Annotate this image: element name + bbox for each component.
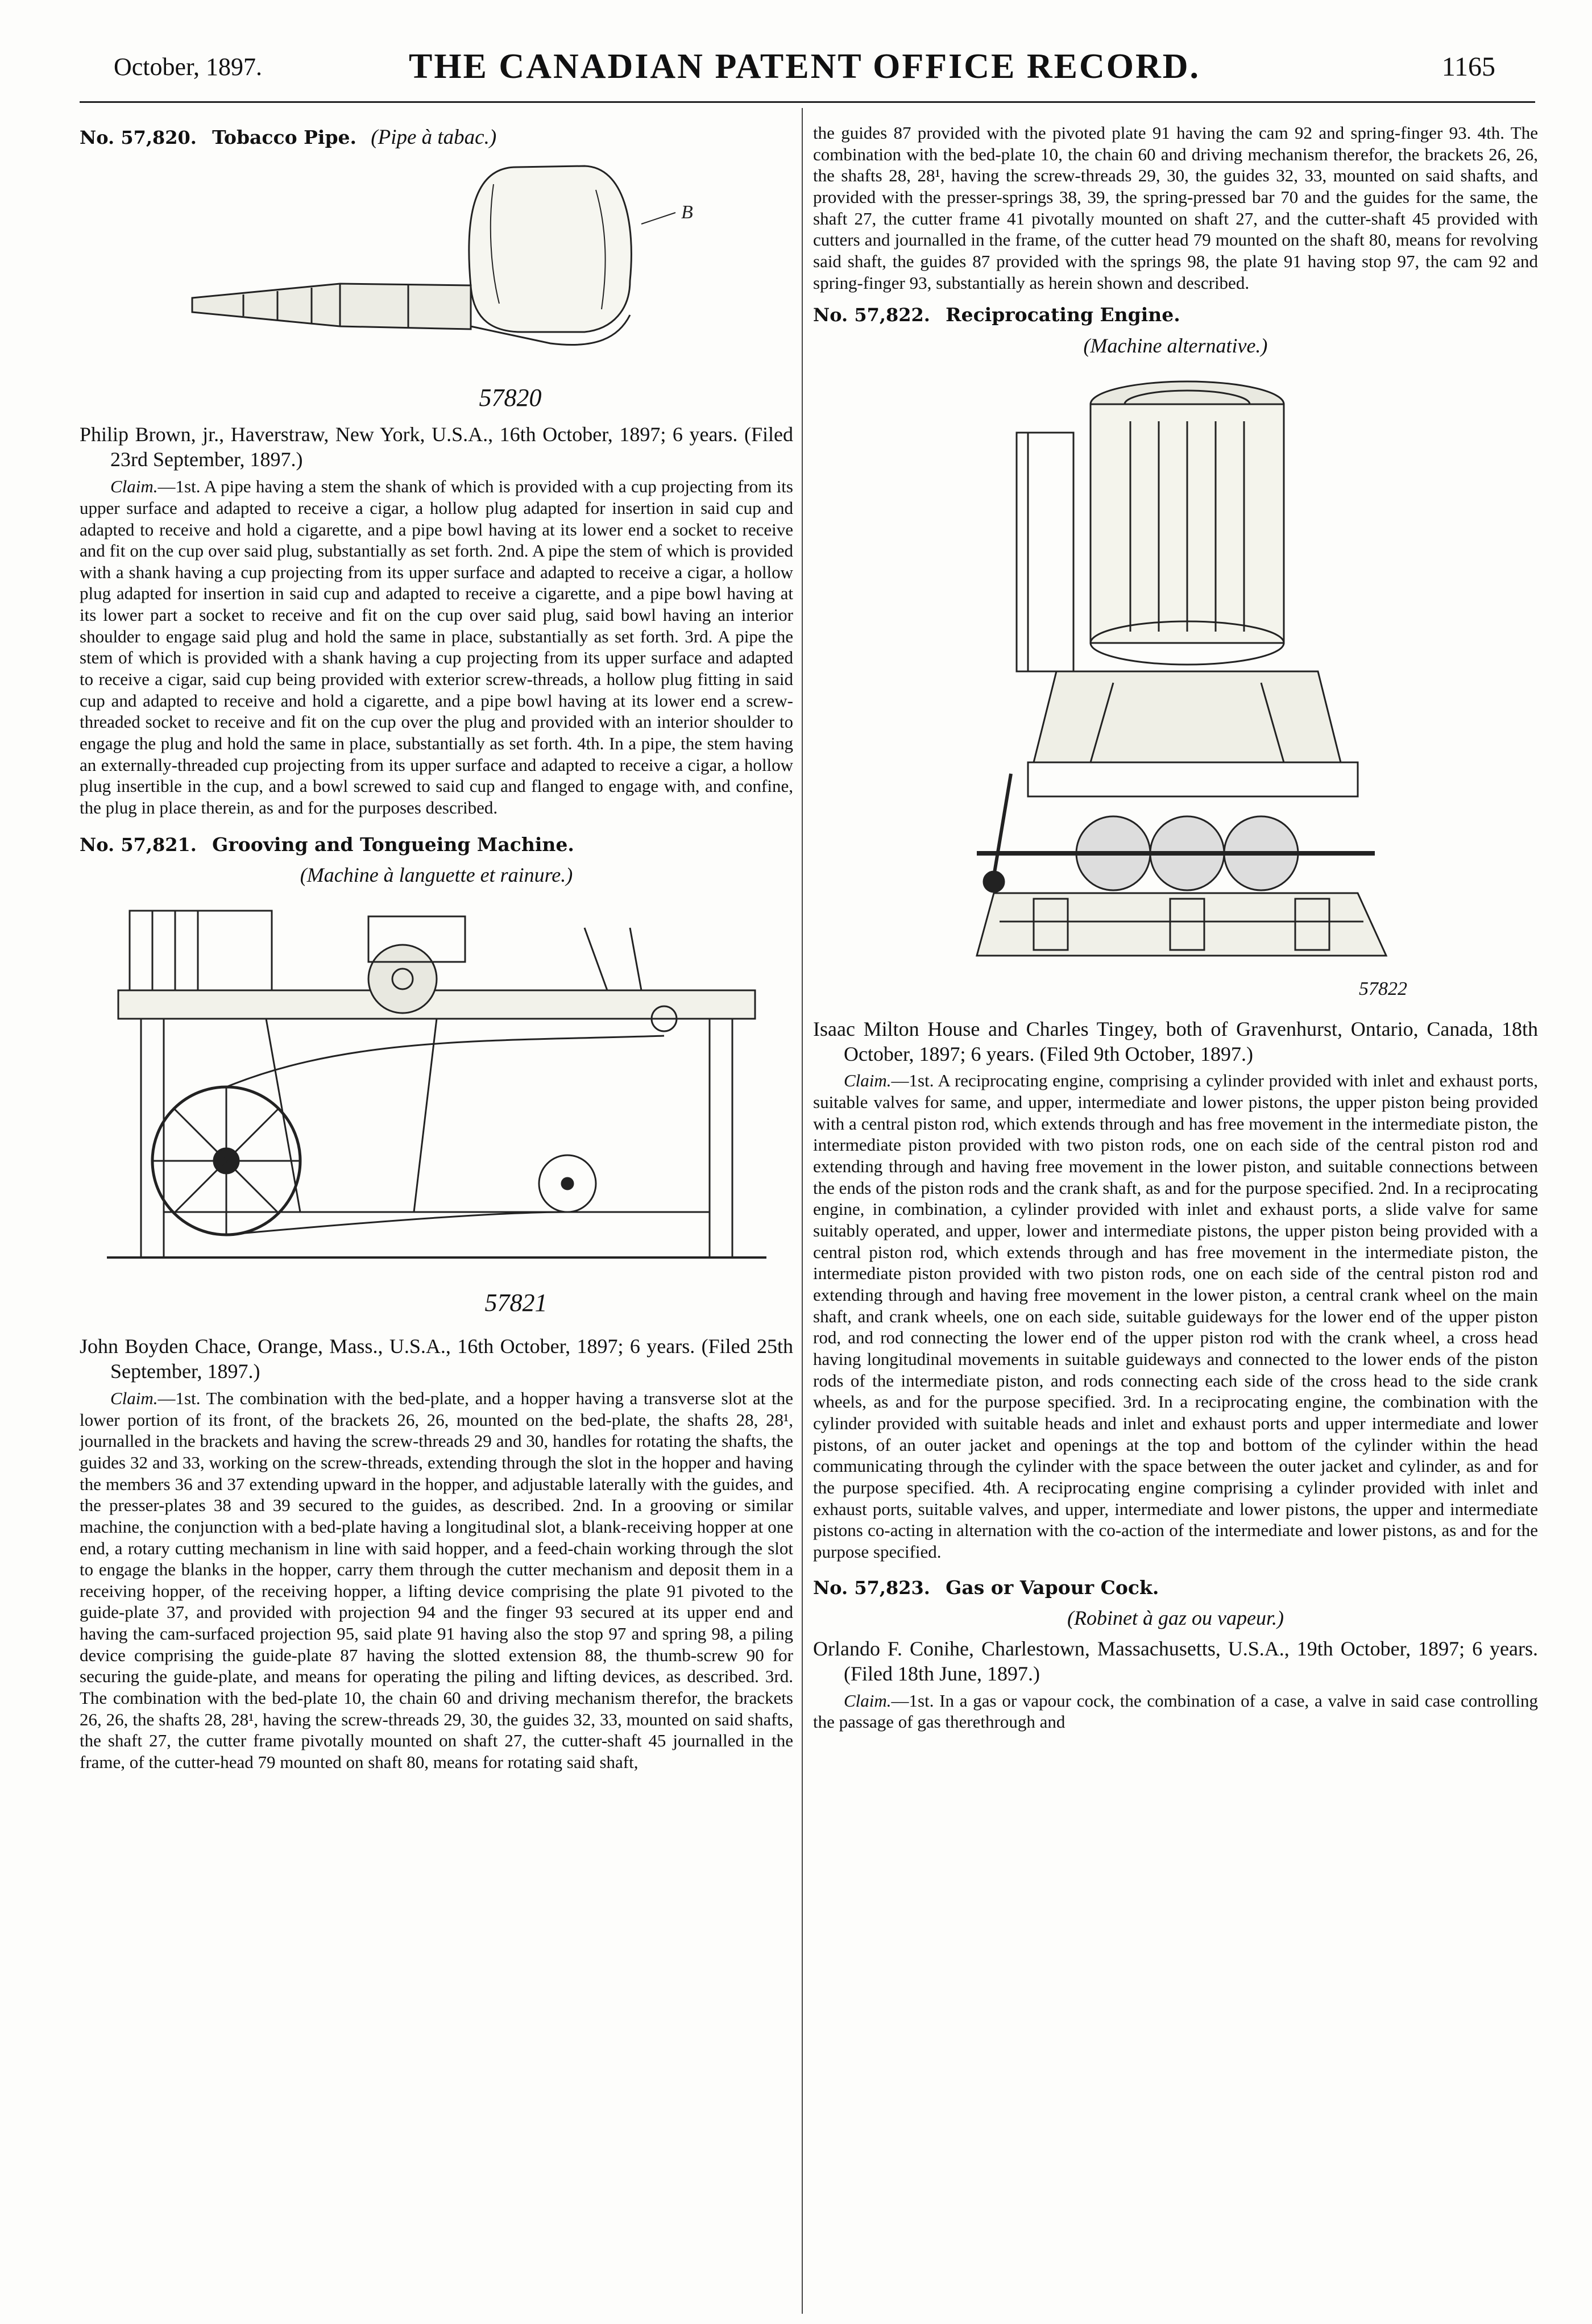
grooving-machine-figure — [96, 894, 778, 1286]
claim-body: —1st. In a gas or vapour cock, the combination of a case, a valve in said case controlling the passage of gas therethrough and — [813, 1690, 1538, 1732]
entry-heading — [813, 302, 1538, 327]
figure-label: 57820 — [479, 384, 542, 412]
patentee: Philip Brown, jr., Haverstraw, New York, U.S.A., 16th October, 1897; 6 years. (Filed 23rd September, 1897.) — [80, 423, 793, 471]
right-column — [813, 122, 1538, 1742]
entry-heading — [80, 125, 793, 150]
patent-number: No. 57,820. — [80, 127, 197, 148]
patent-title: Tobacco Pipe. — [212, 126, 357, 148]
patent-entry-57823 — [813, 1575, 1538, 1733]
claim-body: —1st. A pipe having a stem the shank of which is provided with a cup projecting from its upper surface and adapted to receive a cigar, a hollow plug adapted for insertion in said cup and adapted to receive and hold a cigarette, and a pipe bowl having at its lower end a socket to receive and fit on the cup over said plug, substantially as set forth. 2nd. A pipe the stem of which is provided with a shank having a cup projecting from its upper surface and adapted to receive a cigar, a hollow plug adapted for insertion in said cup and adapted to receive a cigarette, and a pipe bowl having at its lower part a socket to receive and fit on the cup over said plug, said bowl having an interior shoulder to engage said plug and hold the same in place, substantially as set forth. 3rd. A pipe the stem of which is provided with a shank having a cup projecting from its upper surface and adapted to receive a cigar, said cup being provided with exterior screw-threads, a hollow plug fitting in said cup and adapted to receive and hold a cigarette, and a pipe bowl having at its lower end a screw-threaded socket to receive and fit on the cup over the plug and provided with an interior shoulder to engage the plug and hold the same in place, substantially as set forth. 4th. In a pipe, the stem having an externally-threaded cup projecting from its upper surface and adapted to receive a cigar, a hollow plug insertible in the cup, and a bowl screwed to said cup and flanged to engage with, and confine, the plug in place therein, as and for the purposes described. — [80, 476, 793, 818]
patent-entry-57820 — [80, 125, 793, 819]
entry-heading — [80, 832, 793, 857]
french-title: (Machine à languette et rainure.) — [300, 864, 573, 887]
column-rule — [802, 108, 803, 2314]
left-column — [80, 125, 793, 1782]
patent-title: Gas or Vapour Cock. — [946, 1576, 1159, 1599]
running-header — [114, 47, 1495, 92]
patent-number: No. 57,822. — [813, 304, 930, 326]
header-date: October, 1897. — [114, 53, 262, 81]
page-number: 1165 — [1441, 52, 1495, 82]
claim-continuation: the guides 87 provided with the pivoted plate 91 having the cam 92 and spring-finger 93. 4th. The combination with the bed-plate 10, the chain 60 and driving mechanism therefor, the brackets 26, 26, the shafts 28, 28¹, having the screw-threads 29, 30, the guides 32, 33, mounted on said shafts, and provided with the presser-springs 38, 39, the spring-pressed bar 70 and the guides for the same, the shaft 27, the cutter frame 41 pivotally mounted on shaft 27, and the cutter-shaft 45 provided with cutters and journalled in the frame, of the cutter head 79 mounted on the shaft 80, means for revolving said shaft, the guides 87 provided with the springs 98, the plate 91 having stop 97, the cam 92 and spring-finger 93, substantially as herein shown and described. — [813, 123, 1538, 293]
patentee: Orlando F. Conihe, Charlestown, Massachusetts, U.S.A., 19th October, 1897; 6 years. (Filed 18th June, 1897.) — [813, 1637, 1538, 1685]
patent-title: Reciprocating Engine. — [946, 304, 1180, 326]
svg-text:B: B — [681, 202, 693, 223]
patentee: Isaac Milton House and Charles Tingey, both of Gravenhurst, Ontario, Canada, 18th October, 1897; 6 years. (Filed 9th October, 1897.) — [813, 1017, 1538, 1065]
header-rule — [80, 101, 1535, 103]
patent-title: Grooving and Tongueing Machine. — [212, 833, 574, 856]
french-title: (Robinet à gaz ou vapeur.) — [1067, 1606, 1284, 1629]
claim-label: Claim. — [844, 1070, 892, 1091]
claim-text — [813, 1690, 1538, 1733]
entry-heading — [813, 1575, 1538, 1600]
french-title: (Pipe à tabac.) — [371, 126, 497, 149]
claim-text — [813, 1070, 1538, 1562]
claim-label: Claim. — [844, 1690, 892, 1711]
claim-label: Claim. — [110, 1388, 158, 1408]
figure-label: 57821 — [484, 1289, 548, 1317]
claim-label: Claim. — [110, 476, 158, 497]
patent-entry-57821 — [80, 832, 793, 1773]
patent-number: No. 57,821. — [80, 833, 197, 856]
reciprocating-engine-figure — [943, 364, 1409, 990]
french-title: (Machine alternative.) — [1083, 334, 1268, 357]
figure-label: 57822 — [1359, 978, 1407, 999]
patent-entry-57822 — [813, 302, 1538, 1562]
patentee: John Boyden Chace, Orange, Mass., U.S.A., 16th October, 1897; 6 years. (Filed 25th September, 1897.) — [80, 1335, 793, 1383]
claim-body: —1st. The combination with the bed-plate, and a hopper having a transverse slot at the lower portion of its front, of the brackets 26, 26, mounted on the bed-plate, the shafts 28, 28¹, journalled in the brackets and having the screw-threads 29 and 30, handles for rotating the shafts, the guides 32 and 33, working on the screw-threads, extending through the slot in the hopper and having the members 36 and 37 extending upward in the hopper, and adjustable laterally with the guides, and the presser-plates 38 and 39 secured to the guides, as described. 2nd. In a grooving or similar machine, the conjunction with a bed-plate having a longitudinal slot, a blank-receiving hopper at one end, a rotary cutting mechanism in line with said hopper, and a feed-chain working through the slot to engage the blanks in the hopper, carry them through the cutter mechanism and deposit them in a receiving hopper, of the receiving hopper, a lifting device comprising the plate 91 pivoted to the guide-plate 37, and provided with projection 94 and the finger 93 secured at its upper end and having the cam-surfaced projection 95, said plate 91 having also the stop 97 and spring 98, a piling device comprising the guide-plate 87 having the slotted extension 88, the thumb-screw 90 for securing the guide-plate, and means for operating the piling and lifting devices, as described. 3rd. The combination with the bed-plate 10, the chain 60 and driving mechanism therefor, the brackets 26, 26, the shafts 28, 28¹, having the screw-threads 29, 30, the guides 32, 33, mounted on said shafts, the shaft 27, the cutter frame pivotally mounted on shaft 27, the cutter-shaft 45 journalled in the frame, of the cutter-head 79 mounted on shaft 80, means for rotating said shaft, — [80, 1388, 793, 1773]
claim-body: —1st. A reciprocating engine, comprising a cylinder provided with inlet and exhaust ports, suitable valves for same, and upper, intermediate and lower pistons, the upper piston being provided with a central piston rod, which extends through and has free movement in the intermediate piston, the intermediate piston provided with two piston rods, one on each side of the central piston rod and extending through and having free movement in the lower piston, and suitable connections between the ends of the piston rods and the crank shaft, as and for the purpose specified. 2nd. In a reciprocating engine, in combination, a cylinder provided with inlet and exhaust ports, a slide valve for same suitably operated, and upper, lower and intermediate pistons, the upper piston being provided with a central piston rod, which extends through and has free movement in the intermediate piston, the intermediate piston provided with two piston rods, one on each side of the central piston rod and extending through and having free movement in the lower piston, a central crank wheel on the main shaft, and crank wheels, one on each side, suitable guideways for the lower end of the upper piston rod, and rod connecting the lower end of the upper piston rod with the crank wheel, a cross head having longitudinal movements in suitable guideways and connected to the lower ends of the piston rods of the intermediate piston, and rods connecting each side of the cross head to the side crank wheels, as and for the purpose specified. 3rd. In a reciprocating engine, the combination with the cylinder provided with suitable heads and inlet and exhaust ports and upper intermediate and lower pistons, of an outer jacket and openings at the top and bottom of the cylinder within the head communicating through the cylinder with the space between the outer jacket and cylinder, as and for the purpose specified. 4th. A reciprocating engine comprising a cylinder provided with inlet and exhaust ports, suitable valves, and upper, intermediate and lower pistons, the upper and intermediate pistons co-acting in alternation with the co-action of the intermediate and lower pistons, as and for the purpose specified. — [813, 1070, 1538, 1562]
patent-number: No. 57,823. — [813, 1576, 930, 1599]
header-title: THE CANADIAN PATENT OFFICE RECORD. — [408, 47, 1201, 86]
claim-text — [80, 1388, 793, 1773]
claim-text — [80, 476, 793, 819]
tobacco-pipe-figure — [152, 156, 721, 395]
